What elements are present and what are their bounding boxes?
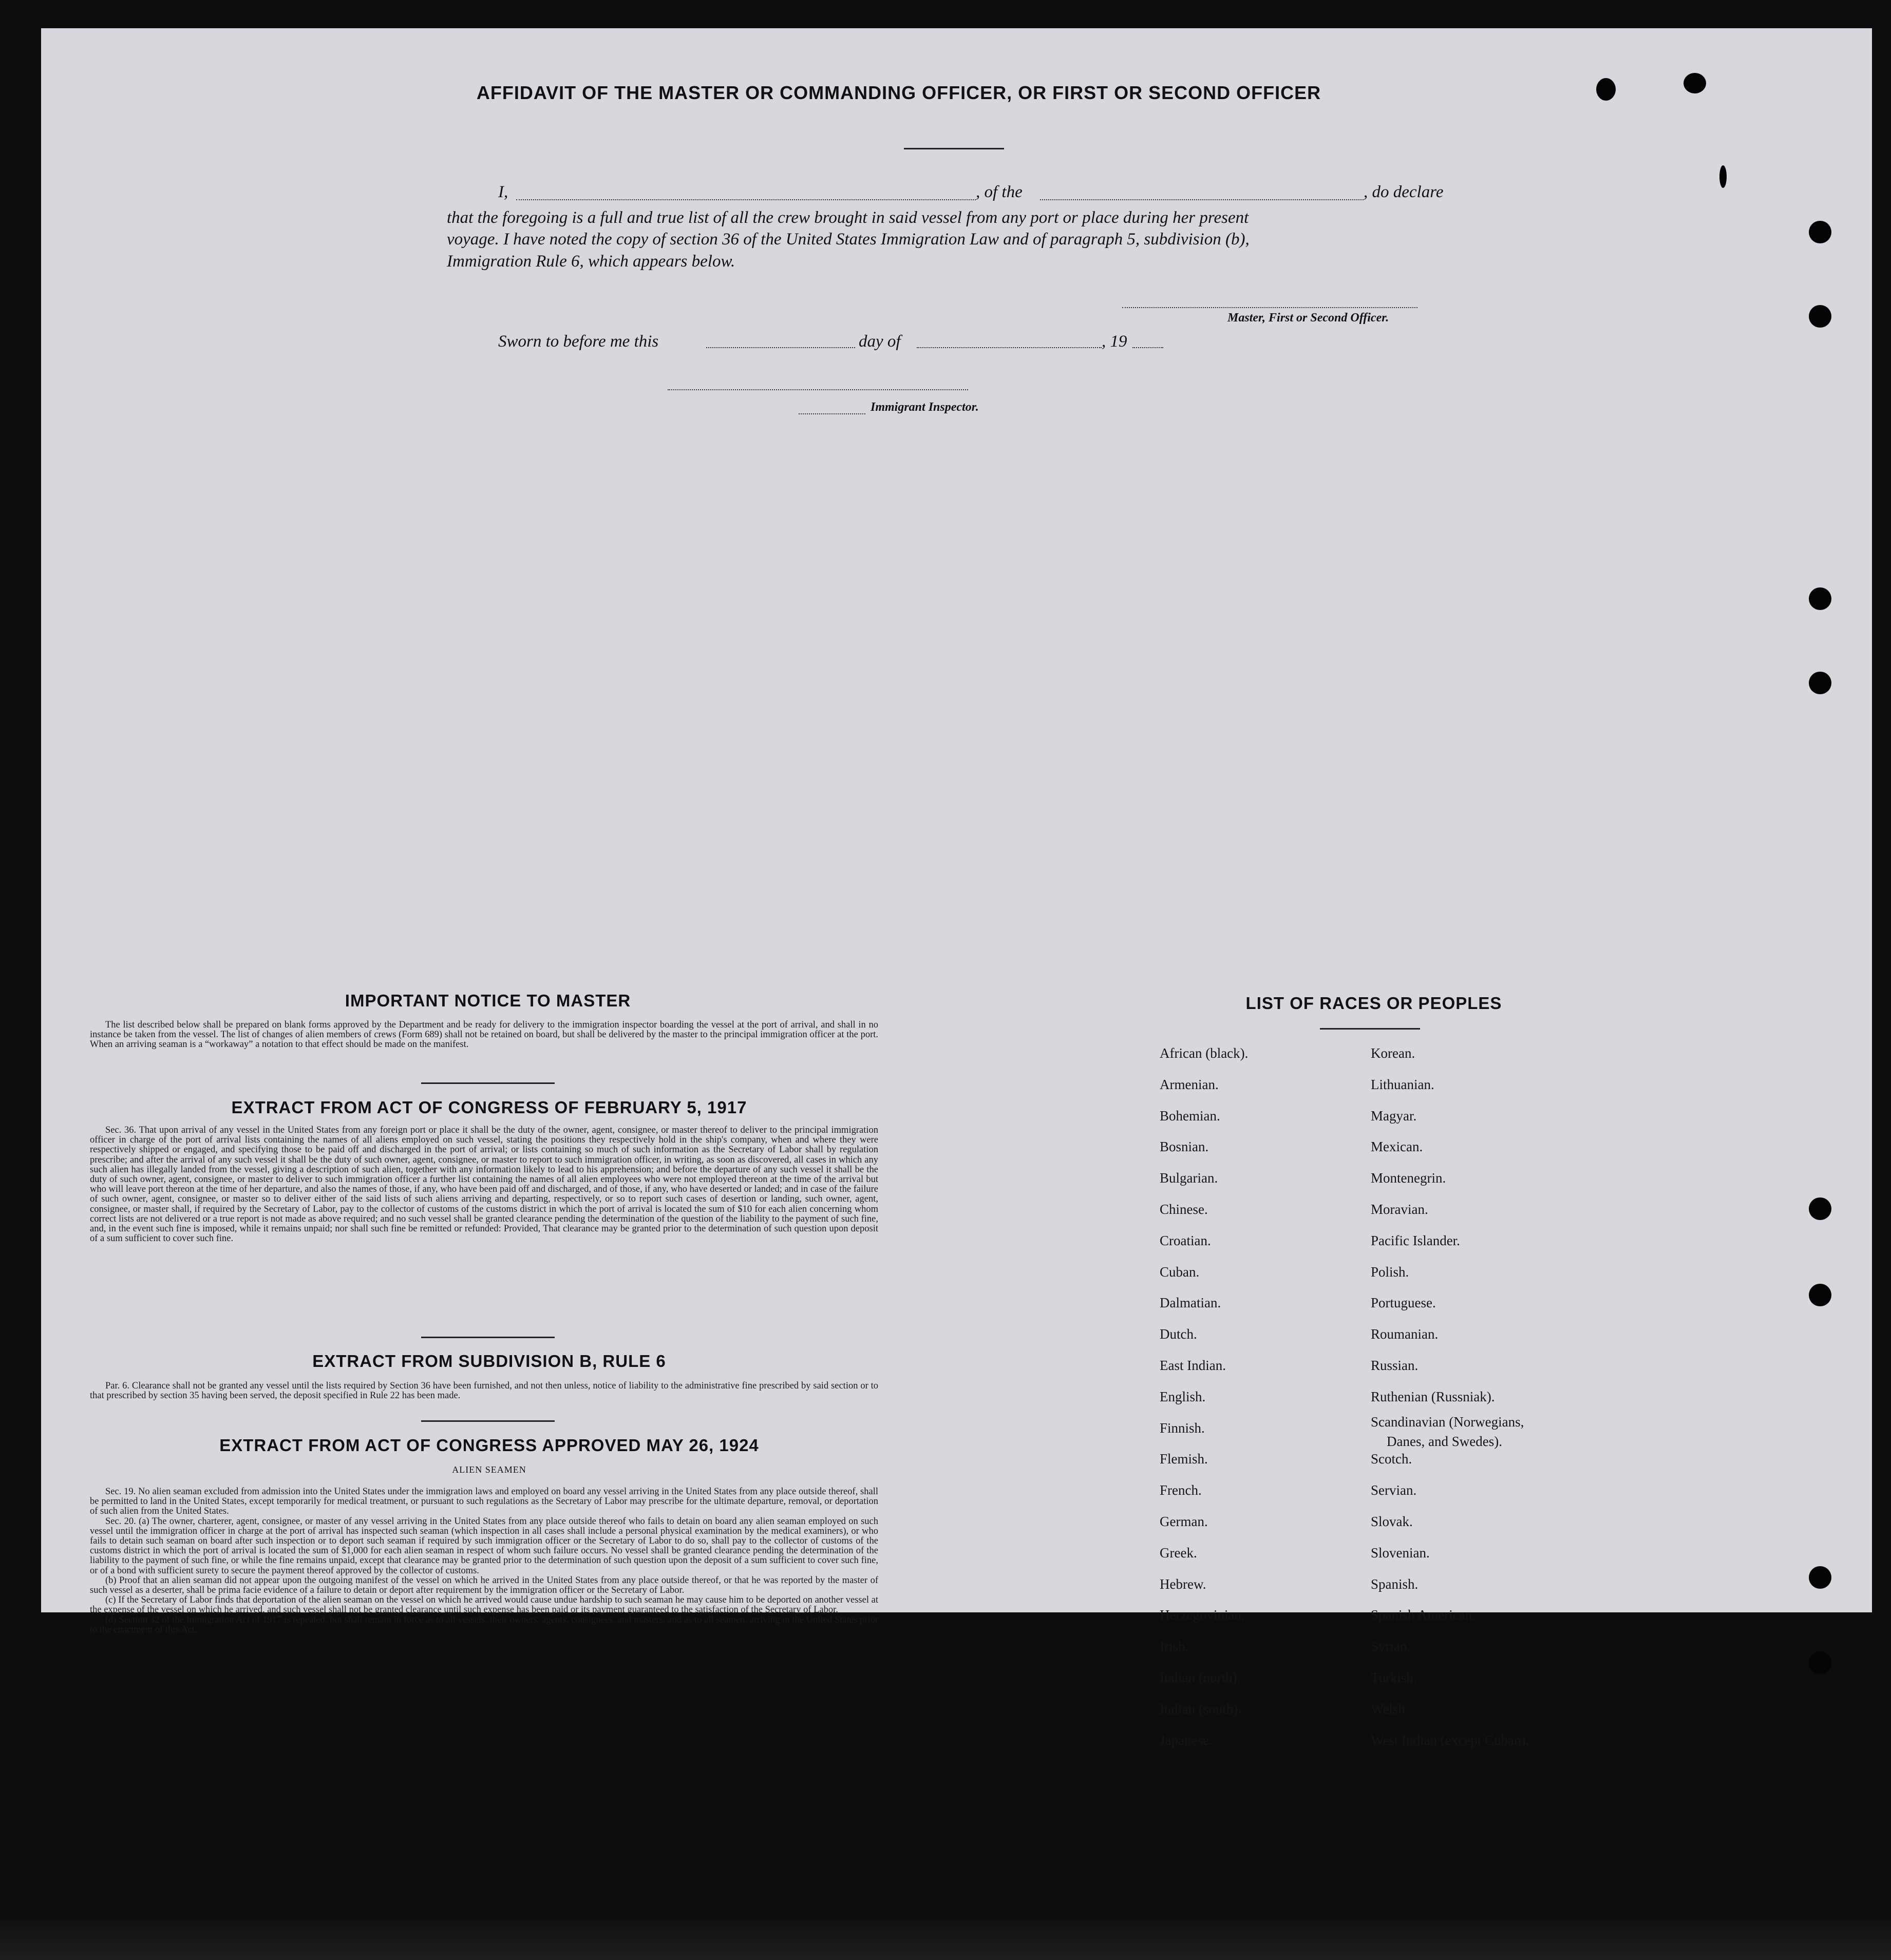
race-item: Dutch. xyxy=(1160,1326,1197,1342)
race-item: Finnish. xyxy=(1160,1420,1205,1436)
title-rule xyxy=(904,148,1004,149)
race-item: Hebrew. xyxy=(1160,1576,1206,1592)
race-item: Chinese. xyxy=(1160,1202,1208,1217)
race-item: English. xyxy=(1160,1388,1206,1404)
extract-1917-title: EXTRACT FROM ACT OF CONGRESS OF FEBRUARY 5, 1917 xyxy=(231,1098,747,1117)
sec-20c-paragraph: (c) If the Secretary of Labor finds that deportation of the alien seaman on the vessel on which he arrived would cause undue hardship to such seaman he may cause him to be deported on another vessel at the expense of the vessel on which he arrived, and such vessel shall not be granted clearance until such expense has been paid or its payment guaranteed to the satisfaction of the Secretary of Labor. xyxy=(90,1595,878,1615)
race-item: Armenian. xyxy=(1160,1076,1219,1092)
race-item: Mexican. xyxy=(1371,1139,1423,1155)
race-item: Italian (north). xyxy=(1160,1670,1241,1685)
race-item: French. xyxy=(1160,1482,1202,1498)
race-item: Polish. xyxy=(1371,1264,1409,1280)
race-item: Syrian. xyxy=(1371,1639,1411,1654)
day-blank xyxy=(706,347,855,348)
sec-19-paragraph: Sec. 19. No alien seaman excluded from admission into the United States under the immigration laws and employed on board any vessel arriving in the United States from any place outside thereof, shall be permitted to land in the United States, except temporarily for medical treatment, or pursuant to such regulations as the Secretary of Labor may prescribe for the ultimate departure, removal, or deportation of such alien from the United States. xyxy=(90,1487,878,1517)
race-item: Moravian. xyxy=(1371,1202,1428,1217)
race-item: Magyar. xyxy=(1371,1108,1417,1124)
notice-body: The list described below shall be prepared on blank forms approved by the Department and be ready for delivery to the immigration inspector boarding the vessel at the port of arrival, and shall in no instance be taken from the vessel. The list of changes of alien members of crews (Form 689) shall not be retained on board, but shall be delivered by the master to the principal immigration officer at the port. When an arriving seaman is a “workaway” a notation to that effect should be made on the manifest. xyxy=(90,1020,878,1050)
vessel-blank xyxy=(1040,199,1364,200)
races-title: LIST OF RACES OR PEOPLES xyxy=(1245,994,1502,1013)
race-item: Flemish. xyxy=(1160,1451,1208,1467)
affidavit-i: I, xyxy=(498,183,508,201)
section-rule xyxy=(421,1420,555,1422)
affidavit-declare: , do declare xyxy=(1364,183,1444,201)
race-item: Slovenian. xyxy=(1371,1545,1430,1561)
extract-1917-body: Sec. 36. That upon arrival of any vessel in the United States from any foreign port or place it shall be the duty of the owner, agent, consignee, or master thereof to deliver to the principal immigration officer in charge of the port of arrival lists containing the names of all aliens employed on such vessel, stating the positions they respectively hold in the ship's company, when and where they were respectively shipped or engaged, and specifying those to be paid off and discharged in the port of arrival; or lists containing so much of such information as the Secretary of Labor shall by regulation prescribe; and after the arrival of any such vessel it shall be the duty of such owner, agent, consignee, or master to report to such immigration officer, in writing, as soon as discovered, all cases in which any such alien has illegally landed from the vessel, giving a description of such alien, together with any information likely to lead to his apprehension; and before the departure of any such vessel it shall be the duty of such owner, agent, consignee, or master to deliver to such immigration officer a further list containing the names of all alien employees who were not employed thereon at the time of the arrival but who will leave port thereon at the time of her departure, and also the names of those, if any, who have been paid off and discharged, and of those, if any, who have deserted or landed; and in case of the failure of such owner, agent, consignee, or master so to deliver either of the said lists of such aliens arriving and departing, respectively, or so to report such cases of desertion or landing, such owner, agent, consignee, or master shall, if required by the Secretary of Labor, pay to the collector of customs of the customs district in which the port of arrival is located the sum of $10 for each alien concerning whom correct lists are not delivered or a true report is not made as above required; and no such vessel shall be granted clearance pending the determination of the question of the liability to the payment of such fine, and, in the event such fine is imposed, while it remains unpaid; nor shall such fine be remitted or refunded: Provided, That clearance may be granted prior to the determination of such question upon deposit of a sum sufficient to cover such fine. xyxy=(90,1125,878,1244)
affidavit-of-the: , of the xyxy=(976,183,1023,201)
inspector-signature-line xyxy=(668,389,968,390)
race-item: Italian (south). xyxy=(1160,1701,1241,1717)
race-item: Servian. xyxy=(1371,1482,1417,1498)
name-blank xyxy=(516,199,976,200)
race-item: Bulgarian. xyxy=(1160,1170,1218,1186)
section-rule xyxy=(421,1337,555,1338)
master-signature-label: Master, First or Second Officer. xyxy=(1227,311,1389,325)
race-item: Pacific Islander. xyxy=(1371,1232,1460,1248)
race-item: Slovak. xyxy=(1371,1514,1413,1529)
race-item: Montenegrin. xyxy=(1371,1170,1446,1186)
ink-spot xyxy=(1596,78,1616,101)
alien-seamen-subtitle: ALIEN SEAMEN xyxy=(452,1464,526,1475)
sworn-text: Sworn to before me this xyxy=(498,332,659,351)
inspector-label: Immigrant Inspector. xyxy=(871,401,979,414)
rule6-body: Par. 6. Clearance shall not be granted any vessel until the lists required by Section 36 have been furnished, and not then unless, notice of liability to the administrative fine prescribed by said section or to that prescribed by section 35 having been served, the deposit specified in Rule 22 has been made. xyxy=(90,1381,878,1401)
document-page xyxy=(41,28,1872,1612)
race-item: Bosnian. xyxy=(1160,1139,1209,1155)
race-item: Herzegovinian. xyxy=(1160,1607,1245,1623)
extract-1924-body xyxy=(90,1487,878,1635)
race-item: Irish. xyxy=(1160,1639,1189,1654)
affidavit-line2: that the foregoing is a full and true list of all the crew brought in said vessel from any port or place during her present xyxy=(447,208,1249,227)
year-text: , 19 xyxy=(1102,332,1127,351)
races-title-rule xyxy=(1320,1028,1420,1030)
race-item: Japanese. xyxy=(1160,1732,1213,1748)
year-blank xyxy=(1132,347,1163,348)
binder-hole xyxy=(1809,1651,1831,1674)
race-item: Dalmatian. xyxy=(1160,1295,1221,1311)
race-item: Greek. xyxy=(1160,1545,1197,1561)
ink-spot xyxy=(1684,73,1706,93)
ink-spot xyxy=(1719,165,1727,188)
race-item: Portuguese. xyxy=(1371,1295,1436,1311)
race-item-continuation: Danes, and Swedes). xyxy=(1387,1433,1502,1449)
section-rule xyxy=(421,1082,555,1084)
race-item: Spanish American. xyxy=(1371,1607,1476,1623)
race-item: Lithuanian. xyxy=(1371,1076,1434,1092)
race-item: Cuban. xyxy=(1160,1264,1200,1280)
race-item: Roumanian. xyxy=(1371,1326,1439,1342)
race-item: Russian. xyxy=(1371,1358,1419,1373)
scan-edge xyxy=(0,1920,1891,1960)
notice-title: IMPORTANT NOTICE TO MASTER xyxy=(345,991,631,1010)
sec-20b-paragraph: (b) Proof that an alien seaman did not appear upon the outgoing manifest of the vessel on which he arrived in the United States from any place outside thereof, or that he was reported by the master of such vessel as a deserter, shall be prima facie evidence of a failure to detain or deport after requirement by the immigration officer or the Secretary of Labor. xyxy=(90,1575,878,1596)
extract-1924-title: EXTRACT FROM ACT OF CONGRESS APPROVED MAY 26, 1924 xyxy=(219,1436,759,1455)
sec-20d-paragraph: (d) Section 32 of the Immigration Act of 1917 is repealed, but shall remain in force as to all vessels, their owners, agents, consignees, and masters, and as to all seamen, arriving in the United States prior to the enactment of this Act. xyxy=(90,1614,878,1635)
affidavit-line3: voyage. I have noted the copy of section 36 of the United States Immigration Law and of paragraph 5, subdivision (b), xyxy=(447,230,1250,249)
race-item: African (black). xyxy=(1160,1045,1249,1061)
race-item: East Indian. xyxy=(1160,1358,1226,1373)
month-blank xyxy=(917,347,1102,348)
inspector-lead xyxy=(799,413,865,414)
binder-hole xyxy=(1809,672,1831,694)
binder-hole xyxy=(1809,1197,1831,1220)
binder-hole xyxy=(1809,221,1831,243)
race-item: Welsh. xyxy=(1371,1701,1409,1717)
race-item: Scotch. xyxy=(1371,1451,1412,1467)
race-item: Ruthenian (Russniak). xyxy=(1371,1388,1495,1404)
race-item: Korean. xyxy=(1371,1045,1415,1061)
race-item: Turkish. xyxy=(1371,1670,1417,1685)
binder-hole xyxy=(1809,1566,1831,1589)
binder-hole xyxy=(1809,1284,1831,1306)
race-item: Scandinavian (Norwegians, xyxy=(1371,1414,1524,1430)
race-item: German. xyxy=(1160,1514,1208,1529)
master-signature-line xyxy=(1122,307,1417,308)
binder-hole xyxy=(1809,587,1831,610)
form-number: 14—1240 xyxy=(807,1718,834,1726)
affidavit-title: AFFIDAVIT OF THE MASTER OR COMMANDING OFFICER, OR FIRST OR SECOND OFFICER xyxy=(476,82,1321,103)
race-item: West Indian (except Cuban). xyxy=(1371,1732,1529,1748)
race-item: Bohemian. xyxy=(1160,1108,1220,1124)
race-item: Croatian. xyxy=(1160,1232,1211,1248)
affidavit-line4: Immigration Rule 6, which appears below. xyxy=(447,252,735,271)
race-item: Spanish. xyxy=(1371,1576,1419,1592)
sec-20a-paragraph: Sec. 20. (a) The owner, charterer, agent, consignee, or master of any vessel arriving in the United States from any place outside thereof who fails to detain on board any alien seaman employed on such vessel until the immigration officer in charge at the port of arrival has inspected such seaman (which inspection in all cases shall include a personal physical examination by the medical examiners), or who fails to detain such seaman on board after such inspection or to deport such seaman if required by such immigration officer or the Secretary of Labor to do so, shall pay to the collector of customs of the customs district in which the port of arrival is located the sum of $1,000 for each alien seaman in respect of whom such failure occurs. No vessel shall be granted clearance pending the determination of the liability to the payment of such fine, or while the fine remains unpaid, except that clearance may be granted prior to the determination of such question upon the deposit of a sum sufficient to cover such fine, or of a bond with sufficient surety to secure the payment thereof approved by the collector of customs. xyxy=(90,1516,878,1576)
binder-hole xyxy=(1809,305,1831,328)
day-of-text: day of xyxy=(859,332,901,351)
rule6-title: EXTRACT FROM SUBDIVISION B, RULE 6 xyxy=(312,1352,666,1371)
